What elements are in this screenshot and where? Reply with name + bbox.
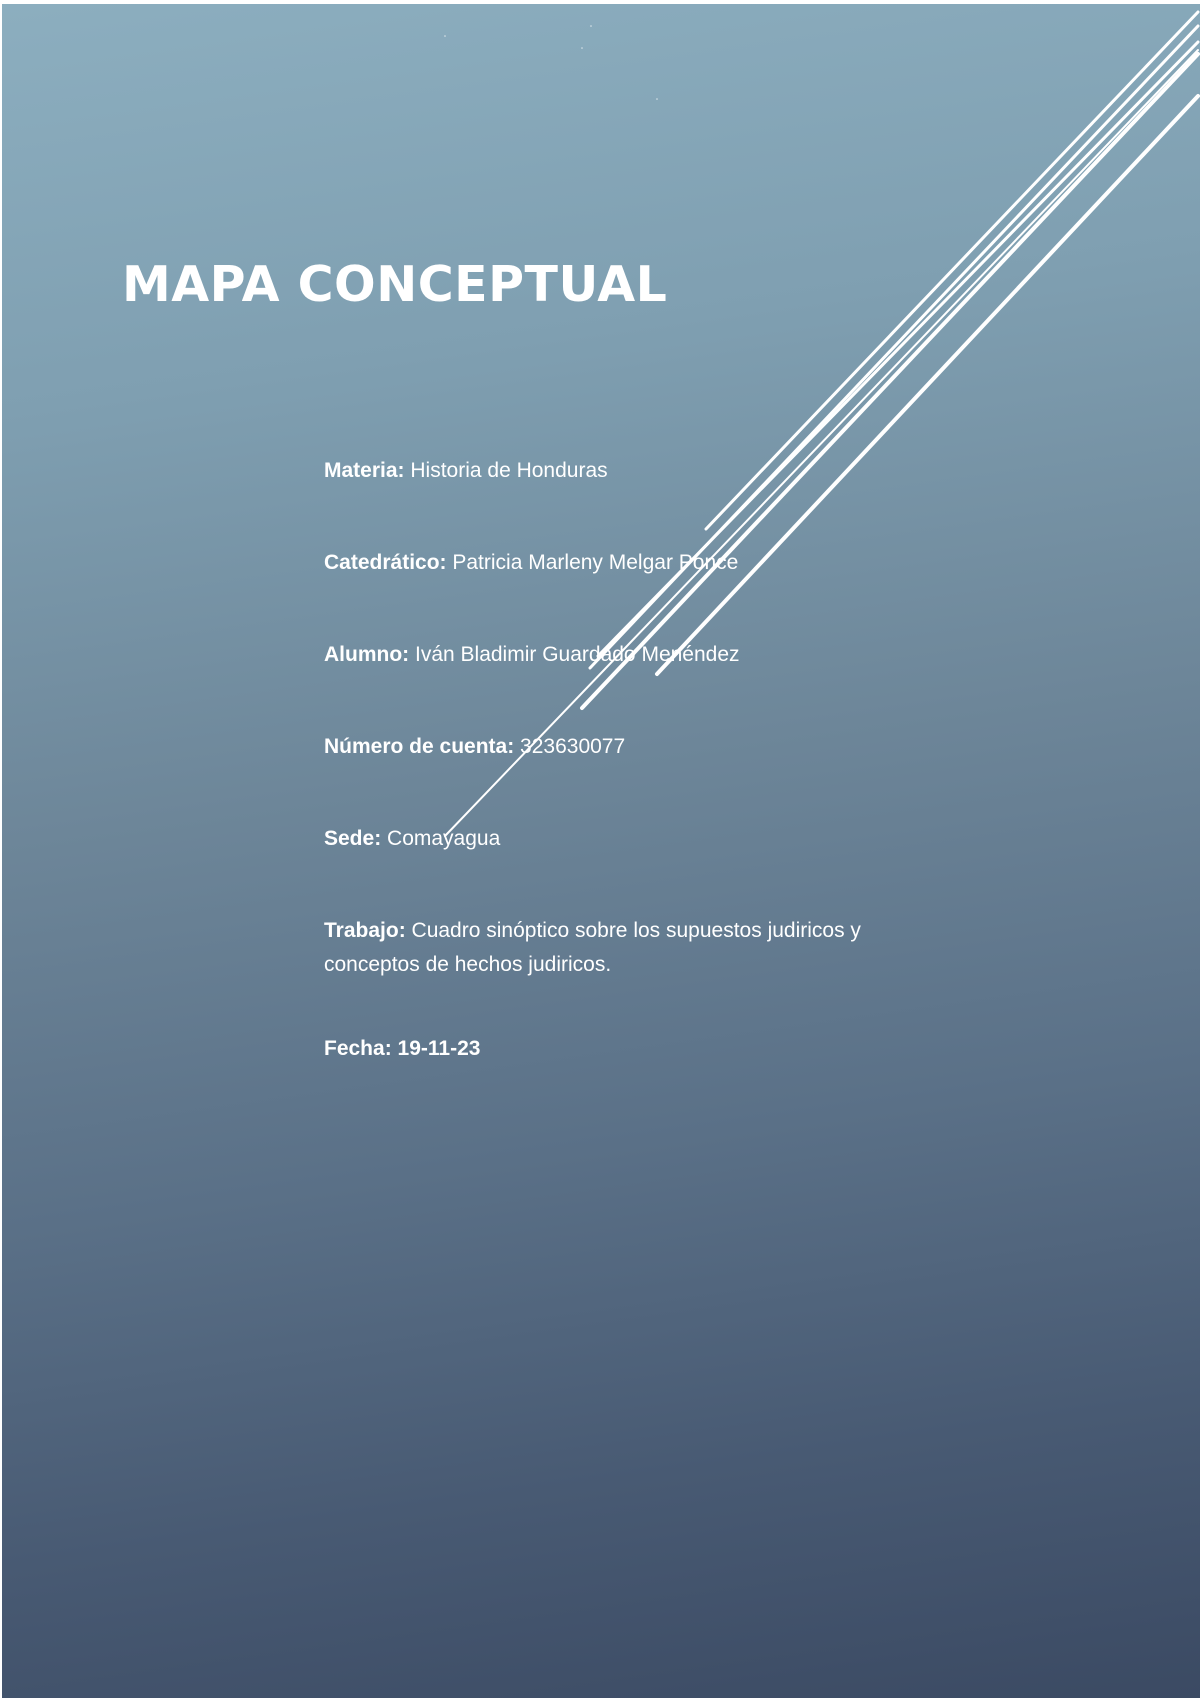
field-label: Materia: [324,459,405,482]
field-value: Historia de Honduras [410,459,608,482]
field-materia [324,454,884,488]
field-label: Alumno: [324,643,410,666]
field-label: Fecha: [324,1037,392,1060]
field-sede [324,822,884,856]
field-alumno [324,638,884,672]
cover-background [2,4,1200,1698]
field-value: Comayagua [387,827,501,850]
field-value: 323630077 [520,735,626,758]
field-label: Catedrático: [324,551,447,574]
field-value: 19-11-23 [397,1037,481,1060]
field-label: Sede: [324,827,382,850]
field-trabajo [324,914,884,982]
field-numero-cuenta [324,730,884,764]
decorative-speck [656,98,658,100]
field-value: Iván Bladimir Guardado Menéndez [415,643,740,666]
cover-details [324,454,884,1124]
field-value: Cuadro sinóptico sobre los supuestos judiricos y conceptos de hechos judiricos. [324,919,861,976]
field-value: Patricia Marleny Melgar Ponce [452,551,739,574]
decorative-speck [581,47,583,49]
field-catedratico [324,546,884,580]
decorative-speck [444,35,446,37]
decorative-speck [590,25,592,27]
field-label: Trabajo: [324,919,406,942]
decorative-line [706,12,1198,529]
field-label: Número de cuenta: [324,735,515,758]
cover-title: MAPA CONCEPTUAL [122,256,668,313]
field-fecha [324,1032,884,1066]
